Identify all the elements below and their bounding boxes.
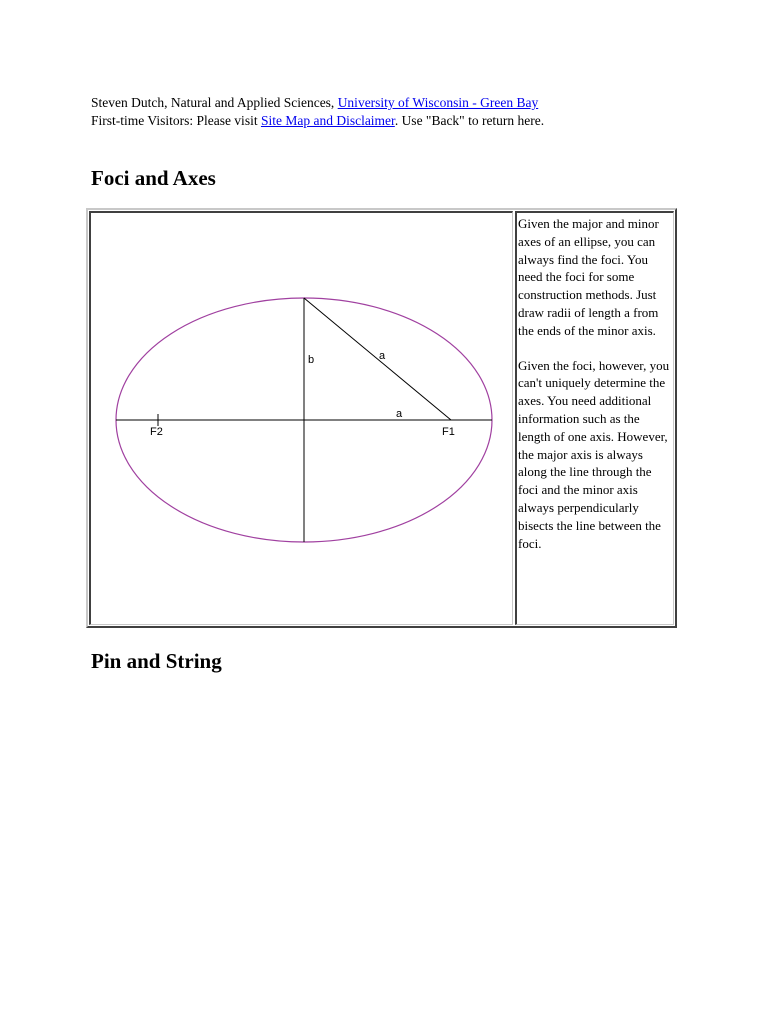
figure-table [86, 208, 677, 628]
label-a-axis: a [396, 408, 403, 420]
pin-and-string-heading: Pin and String [91, 649, 222, 673]
university-link[interactable]: University of Wisconsin - Green Bay [337, 95, 539, 110]
author-text: Steven Dutch, Natural and Applied Sciences, [91, 95, 338, 110]
ellipse-diagram [91, 213, 511, 623]
description-paragraph-1: Given the major and minor axes of an ellipse, you can always find the foci. You need the foci for some construction methods. Just draw radii of length a from the ends of the minor axis. [518, 216, 659, 338]
description-cell [515, 211, 674, 625]
visitors-suffix: . Use "Back" to return here. [394, 113, 545, 128]
foci-and-axes-heading: Foci and Axes [91, 166, 216, 190]
author-line [91, 94, 544, 112]
visitors-line [91, 112, 544, 130]
sitemap-link[interactable]: Site Map and Disclaimer [260, 113, 395, 128]
label-a-hypotenuse: a [379, 350, 386, 362]
radius-a-line [304, 298, 451, 420]
page-credits [91, 94, 544, 130]
label-f1: F1 [442, 426, 455, 438]
visitors-text: First-time Visitors: Please visit [91, 113, 261, 128]
ellipse-figure-cell [89, 211, 513, 625]
label-f2: F2 [150, 426, 163, 438]
label-b: b [308, 354, 315, 366]
description-paragraph-2: Given the foci, however, you can't uniquely determine the axes. You need additional information such as the length of one axis. However, the major axis is always along the line through the foci and the minor axis always perpendicularly bisects the line between the foci. [518, 357, 670, 551]
